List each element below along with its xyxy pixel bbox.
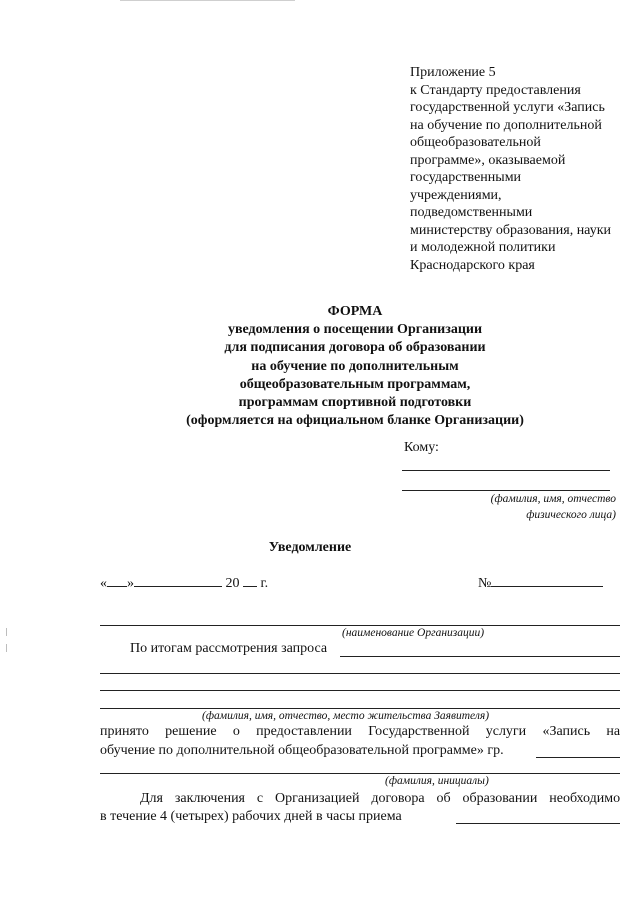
year-prefix: 20	[225, 576, 240, 591]
word: Организацией	[274, 791, 360, 806]
appendix-line: программе», оказываемой	[410, 152, 566, 168]
notice-date	[100, 574, 268, 592]
title-line: ФОРМА	[327, 304, 383, 319]
appendix-line: общеобразовательной	[410, 135, 541, 150]
date-quote-open: «	[100, 576, 107, 591]
title-line: общеобразовательным программам,	[239, 376, 471, 392]
month-field[interactable]	[134, 574, 222, 587]
appendix-line: Краснодарского края	[410, 257, 535, 273]
word: договора	[371, 791, 425, 806]
appendix-line: к Стандарту предоставления	[410, 82, 581, 98]
scan-artifact	[6, 644, 7, 652]
notice-heading: Уведомление	[268, 540, 352, 555]
recipient-name-field[interactable]	[402, 490, 610, 491]
word: об	[436, 791, 451, 806]
initials-caption: (фамилия, инициалы)	[385, 775, 489, 787]
applicant-field[interactable]	[100, 690, 620, 691]
appendix-reference	[410, 64, 634, 274]
appendix-line: Приложение 5	[410, 65, 496, 80]
scan-artifact	[120, 0, 295, 1]
year-suffix: г.	[260, 576, 269, 591]
citizen-field[interactable]	[536, 757, 620, 758]
appendix-line: государственными	[410, 170, 522, 185]
appendix-line: министерству образования, науки	[410, 222, 611, 238]
recipient-name-field[interactable]	[402, 470, 610, 471]
title-line: уведомления о посещении Организации	[227, 322, 483, 338]
title-line: для подписания договора об образовании	[224, 340, 486, 356]
request-field[interactable]	[340, 656, 620, 657]
contract-text-line	[140, 791, 620, 807]
appendix-line: и молодежной политики	[410, 240, 556, 255]
appendix-line: подведомственными	[410, 205, 533, 220]
decision-text-line: обучение по дополнительной общеобразовательной программе» гр.	[100, 743, 504, 758]
organization-caption: (наименование Организации)	[342, 627, 485, 639]
number-field[interactable]	[491, 574, 603, 587]
word: услуги	[485, 724, 527, 739]
word: необходимо	[549, 791, 621, 806]
notice-number	[478, 574, 603, 592]
word: предоставлении	[256, 724, 352, 739]
recipient-caption: (фамилия, имя, отчество	[490, 493, 616, 505]
word: решение	[165, 724, 217, 739]
appendix-line: на обучение по дополнительной	[410, 117, 602, 133]
form-title	[150, 303, 560, 430]
word: Государственной	[368, 724, 470, 739]
word: заключения	[174, 791, 245, 806]
contract-text-line: в течение 4 (четырех) рабочих дней в часы приема	[100, 809, 402, 824]
applicant-caption: (фамилия, имя, отчество, место жительства Заявителя)	[202, 710, 490, 722]
reception-hours-field[interactable]	[456, 823, 620, 824]
recipient-label: Кому:	[404, 440, 439, 455]
date-quote-close: »	[127, 576, 134, 591]
word: образовании	[462, 791, 538, 806]
scan-artifact	[6, 628, 7, 636]
word: принято	[100, 724, 149, 739]
appendix-line: государственной услуги «Запись	[410, 100, 605, 115]
decision-text-line	[100, 724, 620, 740]
title-line: на обучение по дополнительным	[251, 358, 459, 374]
number-sign: №	[478, 576, 492, 591]
recipient-caption: физического лица)	[526, 509, 616, 521]
word: с	[256, 791, 264, 806]
word: о	[232, 724, 240, 739]
appendix-line: учреждениями,	[410, 187, 502, 203]
word: на	[606, 724, 621, 739]
request-label: По итогам рассмотрения запроса	[130, 641, 328, 656]
applicant-field[interactable]	[100, 673, 620, 674]
title-line: (оформляется на официальном бланке Организации)	[186, 413, 524, 429]
organization-field[interactable]	[100, 625, 620, 626]
word: Для	[140, 791, 163, 806]
word: «Запись	[542, 724, 591, 739]
year-field[interactable]	[243, 574, 257, 587]
day-field[interactable]	[107, 574, 127, 587]
citizen-name-field[interactable]	[100, 773, 620, 774]
title-line: программам спортивной подготовки	[238, 395, 472, 411]
applicant-field[interactable]	[100, 708, 620, 709]
